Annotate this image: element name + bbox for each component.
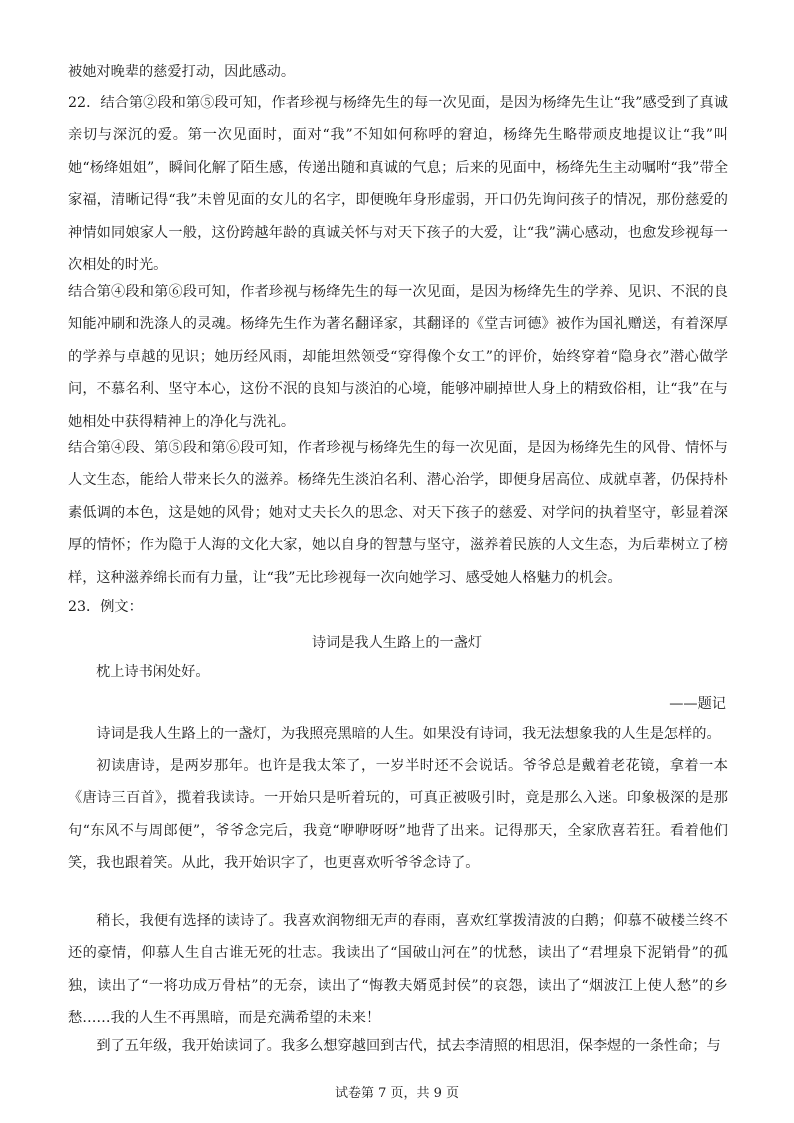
page-footer: 试卷第 7 页，共 9 页 (334, 1086, 460, 1101)
answer-22-paragraph-1: 22．结合第②段和第⑤段可知，作者珍视与杨绛先生的每一次见面，是因为杨绛先生让“我”感受到了真诚亲切与深沉的爱。第一次见面时，面对“我”不知如何称呼的窘迫，杨绛先生略带顽皮地提议让“我”叫她“杨绛姐姐”，瞬间化解了陌生感，传递出随和真诚的气息；后来的见面中，杨绛先生主动嘱咐“我”带全家福，清晰记得“我”未曾见面的女儿的名字，即便晚年身形虚弱，开口仍先询问孩子的情况，那份慈爱的神情如同娘家人一般，这份跨越年龄的真诚关怀与对天下孩子的大爱，让“我”满心感动，也愈发珍视每一次相处的时光。 (68, 95, 728, 274)
answer-22-paragraph-2: 结合第④段和第⑥段可知，作者珍视与杨绛先生的每一次见面，是因为杨绛先生的学养、见识、不泯的良知能冲刷和洗涤人的灵魂。杨绛先生作为著名翻译家，其翻译的《堂吉诃德》被作为国礼赠送，有着深厚的学养与卓越的见识；她历经风雨，却能坦然领受“穿得像个女工”的评价，始终穿着“隐身衣”潜心做学问，不慕名利、坚守本心，这份不泯的良知与淡泊的心境，能够冲刷掉世人身上的精致俗相，让“我”在与她相处中获得精神上的净化与洗礼。 (68, 284, 728, 430)
essay-paragraph-3: 稍长，我便有选择的读诗了。我喜欢润物细无声的春雨，喜欢红掌拨清波的白鹅；仰慕不破楼兰终不还的豪情，仰慕人生自古谁无死的壮志。我读出了“国破山河在”的忧愁，读出了“君埋泉下泥销骨”的孤独，读出了“一将功成万骨枯”的无奈，读出了“悔教夫婿觅封侯”的哀怨，读出了“烟波江上使人愁”的乡愁……我的人生不再黑暗，而是充满希望的未来！ (68, 913, 728, 1027)
essay-paragraph-1: 诗词是我人生路上的一盏灯，为我照亮黑暗的人生。如果没有诗词，我无法想象我的人生是怎样的。 (96, 726, 721, 742)
essay-paragraph-4: 到了五年级，我开始读词了。我多么想穿越回到古代，拭去李清照的相思泪，保李煜的一条性命；与 (96, 1038, 721, 1054)
essay-paragraph-2: 初读唐诗，是两岁那年。也许是我太笨了，一岁半时还不会说话。爷爷总是戴着老花镜，拿着一本《唐诗三百首》，揽着我读诗。一开始只是听着玩的，可真正被吸引时，竟是那么入迷。印象极深的是那句“东风不与周郎便”，爷爷念完后，我竟“咿咿呀呀”地背了出来。记得那天，全家欣喜若狂。看着他们笑，我也跟着笑。从此，我开始识字了，也更喜欢听爷爷念诗了。 (68, 758, 728, 872)
essay-epigraph: 枕上诗书闲处好。 (96, 664, 210, 680)
essay-title: 诗词是我人生路上的一盏灯 (311, 635, 483, 651)
answer-22-paragraph-3: 结合第④段、第⑤段和第⑥段可知，作者珍视与杨绛先生的每一次见面，是因为杨绛先生的风骨、情怀与人文生态，能给人带来长久的滋养。杨绛先生淡泊名利、潜心治学，即便身居高位、成就卓著，仍保持朴素低调的本色，这是她的风骨；她对丈夫长久的思念、对天下孩子的慈爱、对学问的执着坚守，彰显着深厚的情怀；作为隐于人海的文化大家，她以自身的智慧与坚守，滋养着民族的人文生态，为后辈树立了榜样，这种滋养绵长而有力量，让“我”无比珍视每一次向她学习、感受她人格魅力的机会。 (68, 440, 728, 586)
example-label: 23．例文： (68, 599, 143, 615)
essay-epigraph-signature: ——题记 (669, 696, 726, 712)
intro-line: 被她对晚辈的慈爱打动，因此感动。 (68, 64, 296, 80)
